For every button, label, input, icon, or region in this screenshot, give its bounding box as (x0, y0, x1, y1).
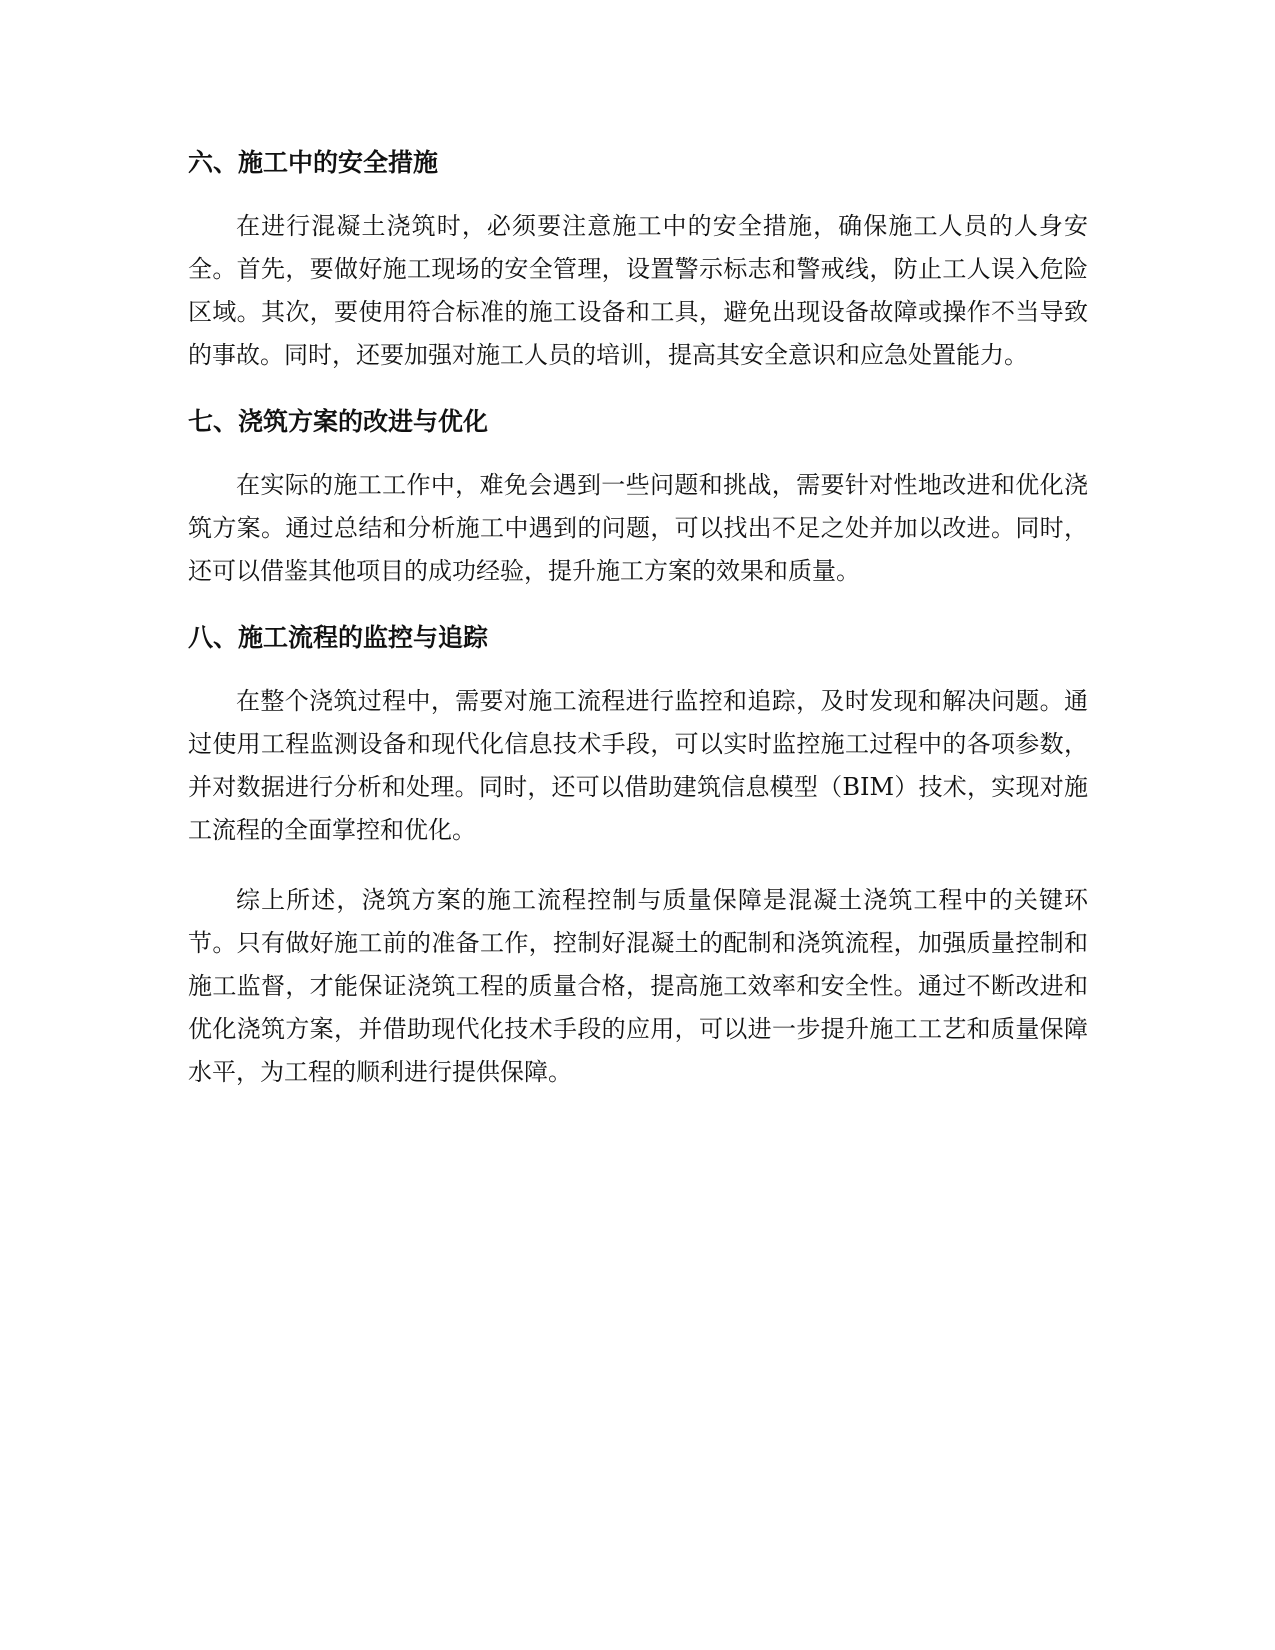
paragraph: 在整个浇筑过程中，需要对施工流程进行监控和追踪，及时发现和解决问题。通过使用工程监测设备和现代化信息技术手段，可以实时监控施工过程中的各项参数，并对数据进行分析和处理。同时，还可以借助建筑信息模型（BIM）技术，实现对施工流程的全面掌控和优化。 (188, 687, 1088, 844)
section-heading: 七、浇筑方案的改进与优化 (188, 407, 489, 436)
paragraph: 在进行混凝土浇筑时，必须要注意施工中的安全措施，确保施工人员的人身安全。首先，要做好施工现场的安全管理，设置警示标志和警戒线，防止工人误入危险区域。其次，要使用符合标准的施工设备和工具，避免出现设备故障或操作不当导致的事故。同时，还要加强对施工人员的培训，提高其安全意识和应急处置能力。 (188, 212, 1088, 369)
paragraph: 在实际的施工工作中，难免会遇到一些问题和挑战，需要针对性地改进和优化浇筑方案。通过总结和分析施工中遇到的问题，可以找出不足之处并加以改进。同时，还可以借鉴其他项目的成功经验，提升施工方案的效果和质量。 (188, 471, 1088, 585)
section-process-monitoring (188, 620, 1088, 1094)
section-heading: 八、施工流程的监控与追踪 (188, 623, 489, 652)
document-body (188, 145, 1088, 1094)
section-plan-improvement (188, 404, 1088, 593)
section-heading: 六、施工中的安全措施 (188, 148, 439, 177)
section-safety-measures (188, 145, 1088, 377)
conclusion-paragraph: 综上所述，浇筑方案的施工流程控制与质量保障是混凝土浇筑工程中的关键环节。只有做好施工前的准备工作，控制好混凝土的配制和浇筑流程，加强质量控制和施工监督，才能保证浇筑工程的质量合格，提高施工效率和安全性。通过不断改进和优化浇筑方案，并借助现代化技术手段的应用，可以进一步提升施工工艺和质量保障水平，为工程的顺利进行提供保障。 (188, 886, 1088, 1086)
